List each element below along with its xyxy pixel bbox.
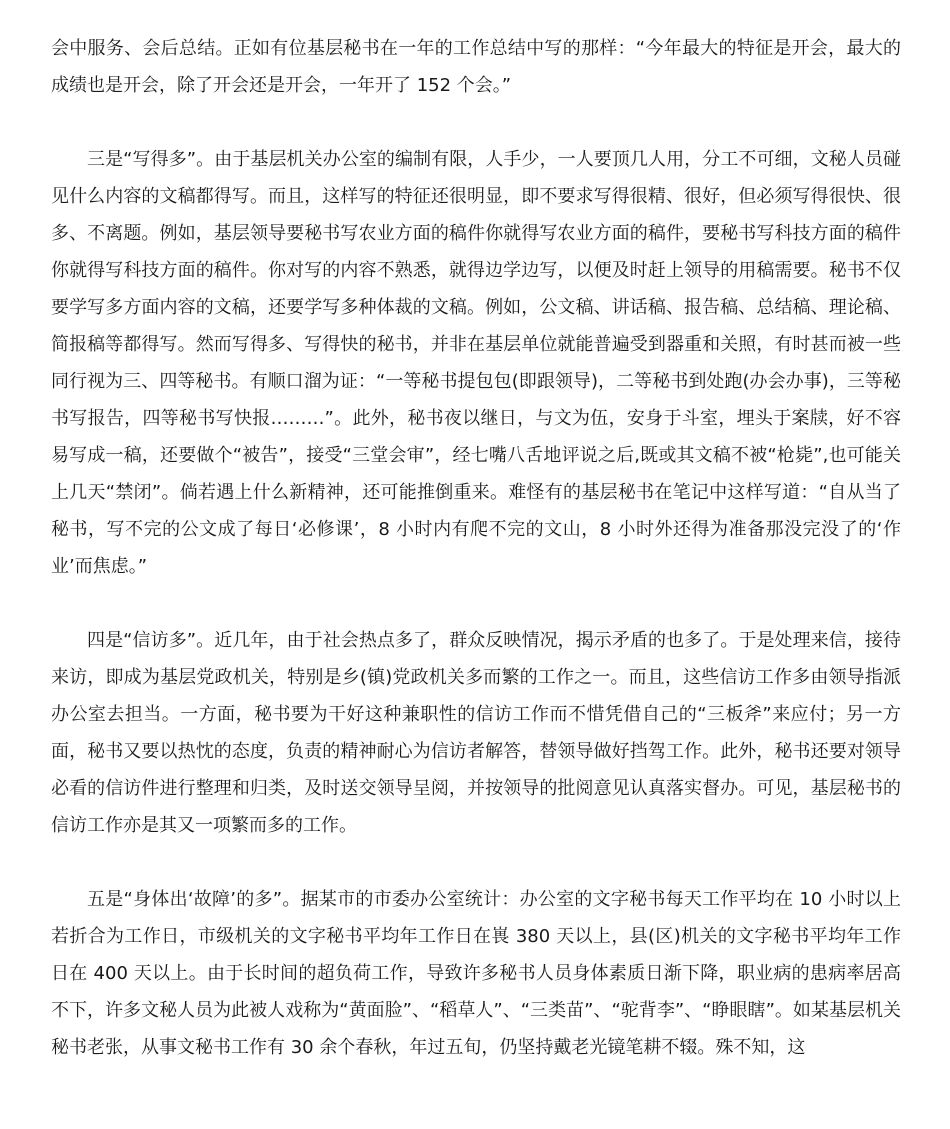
paragraph-meeting-summary: 会中服务、会后总结。正如有位基层秘书在一年的工作总结中写的那样：“今年最大的特征是开会，最大的成绩也是开会，除了开会还是开会，一年开了 152 个会。” [51,38,901,96]
paragraph-health-problems: 五是“身体出‘故障’的多”。据某市的市委办公室统计：办公室的文字秘书每天工作平均在 10 小时以上若折合为工作日，市级机关的文字秘书平均年工作日在嵔 380 天以上，县(区)机关的文字秘书平均年工作日在 400 天以上。由于长时间的超负荷工作，导致许多秘书人员身体素质日渐下降，职业病的患病率居高不下，许多文秘人员为此被人戏称为“黄面脸”、“稻草人”、“三类苗”、“驼背李”、“睁眼瞎”。如某基层机关秘书老张，从事文秘书工作有 30 余个春秋，年过五旬，仍坚持戴老光镜笔耕不辍。殊不知，这 [51,889,901,1058]
document-body [51,30,901,1103]
paragraph-writing-much: 三是“写得多”。由于基层机关办公室的编制有限，人手少，一人要顶几人用，分工不可细，文秘人员碰见什么内容的文稿都得写。而且，这样写的特征还很明显，即不要求写得很精、很好，但必须写得很快、很多、不离题。例如，基层领导要秘书写农业方面的稿件你就得写农业方面的稿件，要秘书写科技方面的稿件你就得写科技方面的稿件。你对写的内容不熟悉，就得边学边写，以便及时赶上领导的用稿需要。秘书不仅要学写多方面内容的文稿，还要学写多种体裁的文稿。例如，公文稿、讲话稿、报告稿、总结稿、理论稿、简报稿等都得写。然而写得多、写得快的秘书，并非在基层单位就能普遍受到器重和关照，有时甚而被一些同行视为三、四等秘书。有顺口溜为证：“一等秘书提包包(即跟领导)，二等秘书到处跑(办会办事)，三等秘书写报告，四等秘书写快报………”。此外，秘书夜以继日，与文为伍，安身于斗室，埋头于案牍，好不容易写成一稿，还要做个“被告”，接受“三堂会审”，经七嘴八舌地评说之后,既或其文稿不被“枪毙”,也可能关上几天“禁闭”。倘若遇上什么新精神，还可能推倒重来。难怪有的基层秘书在笔记中这样写道：“自从当了秘书，写不完的公文成了每日‘必修课’，8 小时内有爬不完的文山，8 小时外还得为准备那没完没了的‘作业’而焦虑。” [51,149,901,577]
paragraph-petitions-much: 四是“信访多”。近几年，由于社会热点多了，群众反映情况，揭示矛盾的也多了。于是处理来信，接待来访，即成为基层党政机关，特别是乡(镇)党政机关多而繁的工作之一。而且，这些信访工作多由领导指派办公室去担当。一方面，秘书要为干好这种兼职性的信访工作而不惜凭借自己的“三板斧”来应付；另一方面，秘书又要以热忱的态度，负责的精神耐心为信访者解答，替领导做好挡驾工作。此外，秘书还要对领导必看的信访件进行整理和归类，及时送交领导呈阅，并按领导的批阅意见认真落实督办。可见，基层秘书的信访工作亦是其又一项繁而多的工作。 [51,630,901,836]
